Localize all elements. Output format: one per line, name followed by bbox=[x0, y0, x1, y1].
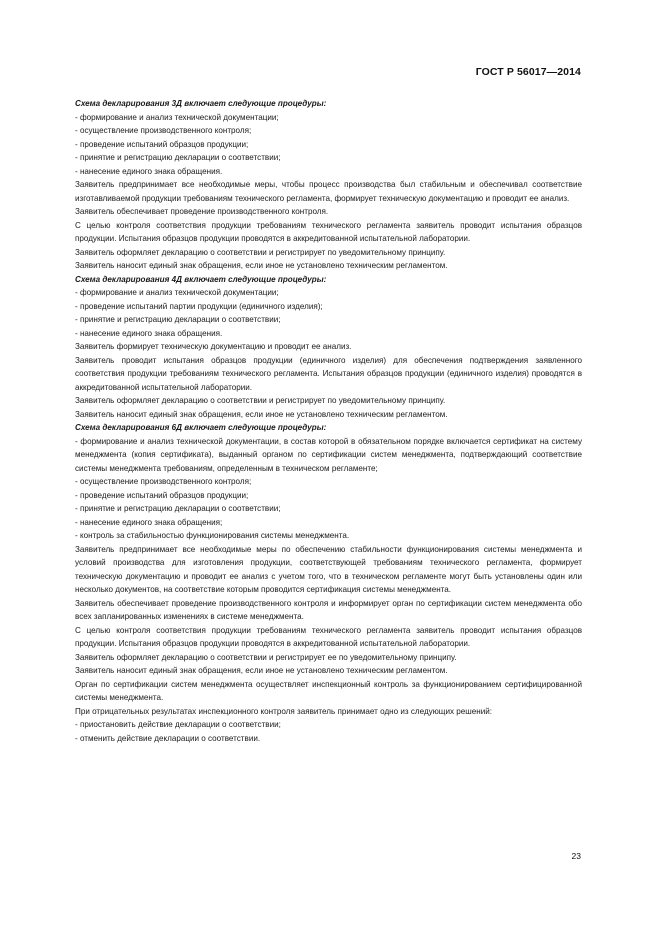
paragraph: Орган по сертификации систем менеджмента осуществляет инспекционный контроль за функционированием сертифицированной системы менеджмента. bbox=[75, 679, 582, 702]
page-number: 23 bbox=[571, 851, 581, 861]
paragraph: С целью контроля соответствия продукции требованиям технического регламента заявитель проводит испытания образцов продукции. Испытания образцов продукции проводятся в аккредитованной испытательной лаборатории. bbox=[75, 220, 582, 243]
list-item: - принятие и регистрацию декларации о соответствии; bbox=[75, 504, 281, 513]
list-item: - формирование и анализ технической документации, в состав которой в обязательном порядке включается сертификат на систему менеджмента (копия сертификата), выданный органом по сертификации систем менеджмента, подтверждающий соответствие системы менеджмента требованиям, определенным в техническом регламенте; bbox=[75, 436, 582, 473]
paragraph: Заявитель предпринимает все необходимые меры, чтобы процесс производства был стабильным и обеспечивал соответствие изготавливаемой продукции требованиям технического регламента, формирует техническую документацию и проводит ее анализ. bbox=[75, 180, 582, 203]
paragraph: Заявитель предпринимает все необходимые меры по обеспечению стабильности функционирования системы менеджмента и условий производства для изготовления продукции, соответствующей требованиям технического регламента, формирует техническую документацию и проводит ее анализ с учетом того, что в техническом регламенте могут быть установлены один или несколько документов, на соответствие которым проводится сертификация системы менеджмента. bbox=[75, 544, 582, 594]
list-item: - контроль за стабильностью функционирования системы менеджмента. bbox=[75, 531, 350, 540]
paragraph: Заявитель обеспечивает проведение производственного контроля и информирует орган по сертификации систем менеджмента обо всех запланированных изменениях в системе менеджмента. bbox=[75, 598, 582, 621]
list-item: - осуществление производственного контроля; bbox=[75, 126, 252, 135]
paragraph: Заявитель наносит единый знак обращения, если иное не установлено техническим регламентом. bbox=[75, 261, 448, 270]
standard-header: ГОСТ Р 56017—2014 bbox=[475, 66, 581, 78]
list-item: - приостановить действие декларации о соответствии; bbox=[75, 720, 281, 729]
list-item: - формирование и анализ технической документации; bbox=[75, 288, 279, 297]
list-item: - нанесение единого знака обращения. bbox=[75, 166, 223, 176]
paragraph: Заявитель наносит единый знак обращения, если иное не установлено техническим регламентом. bbox=[75, 666, 448, 675]
scheme-6d-heading: Схема декларирования 6Д включает следующие процедуры: bbox=[75, 423, 327, 432]
paragraph: Заявитель оформляет декларацию о соответствии и регистрирует по уведомительному принципу. bbox=[75, 396, 446, 405]
paragraph: При отрицательных результатах инспекционного контроля заявитель принимает одно из следующих решений: bbox=[75, 706, 493, 716]
paragraph: Заявитель наносит единый знак обращения, если иное не установлено техническим регламентом. bbox=[75, 409, 448, 419]
list-item: - нанесение единого знака обращения; bbox=[75, 517, 223, 527]
list-item: - проведение испытаний образцов продукции; bbox=[75, 490, 249, 500]
list-item: - проведение испытаний партии продукции (единичного изделия); bbox=[75, 301, 323, 311]
list-item: - проведение испытаний образцов продукции; bbox=[75, 139, 249, 149]
list-item: - формирование и анализ технической документации; bbox=[75, 112, 279, 122]
list-item: - отменить действие декларации о соответствии. bbox=[75, 733, 261, 743]
document-body bbox=[75, 97, 582, 745]
paragraph: Заявитель оформляет декларацию о соответствии и регистрирует ее по уведомительному принципу. bbox=[75, 652, 457, 662]
scheme-3d-heading: Схема декларирования 3Д включает следующие процедуры: bbox=[75, 99, 327, 108]
scheme-4d-heading: Схема декларирования 4Д включает следующие процедуры: bbox=[75, 274, 327, 284]
list-item: - осуществление производственного контроля; bbox=[75, 477, 252, 486]
list-item: - принятие и регистрацию декларации о соответствии; bbox=[75, 315, 281, 324]
paragraph: Заявитель формирует техническую документацию и проводит ее анализ. bbox=[75, 342, 352, 351]
paragraph: С целью контроля соответствия продукции требованиям технического регламента заявитель проводит испытания образцов продукции. Испытания образцов продукции проводятся в аккредитованной испытательной лаборатории. bbox=[75, 625, 582, 648]
paragraph: Заявитель оформляет декларацию о соответствии и регистрирует по уведомительному принципу. bbox=[75, 247, 446, 257]
list-item: - нанесение единого знака обращения. bbox=[75, 328, 223, 338]
paragraph: Заявитель обеспечивает проведение производственного контроля. bbox=[75, 207, 329, 216]
list-item: - принятие и регистрацию декларации о соответствии; bbox=[75, 153, 281, 162]
paragraph: Заявитель проводит испытания образцов продукции (единичного изделия) для обеспечения подтверждения заявленного соответствия продукции требованиям технического регламента. Испытания образцов продукции (единичного изделия) проводятся в аккредитованной испытательной лаборатории. bbox=[75, 355, 582, 392]
